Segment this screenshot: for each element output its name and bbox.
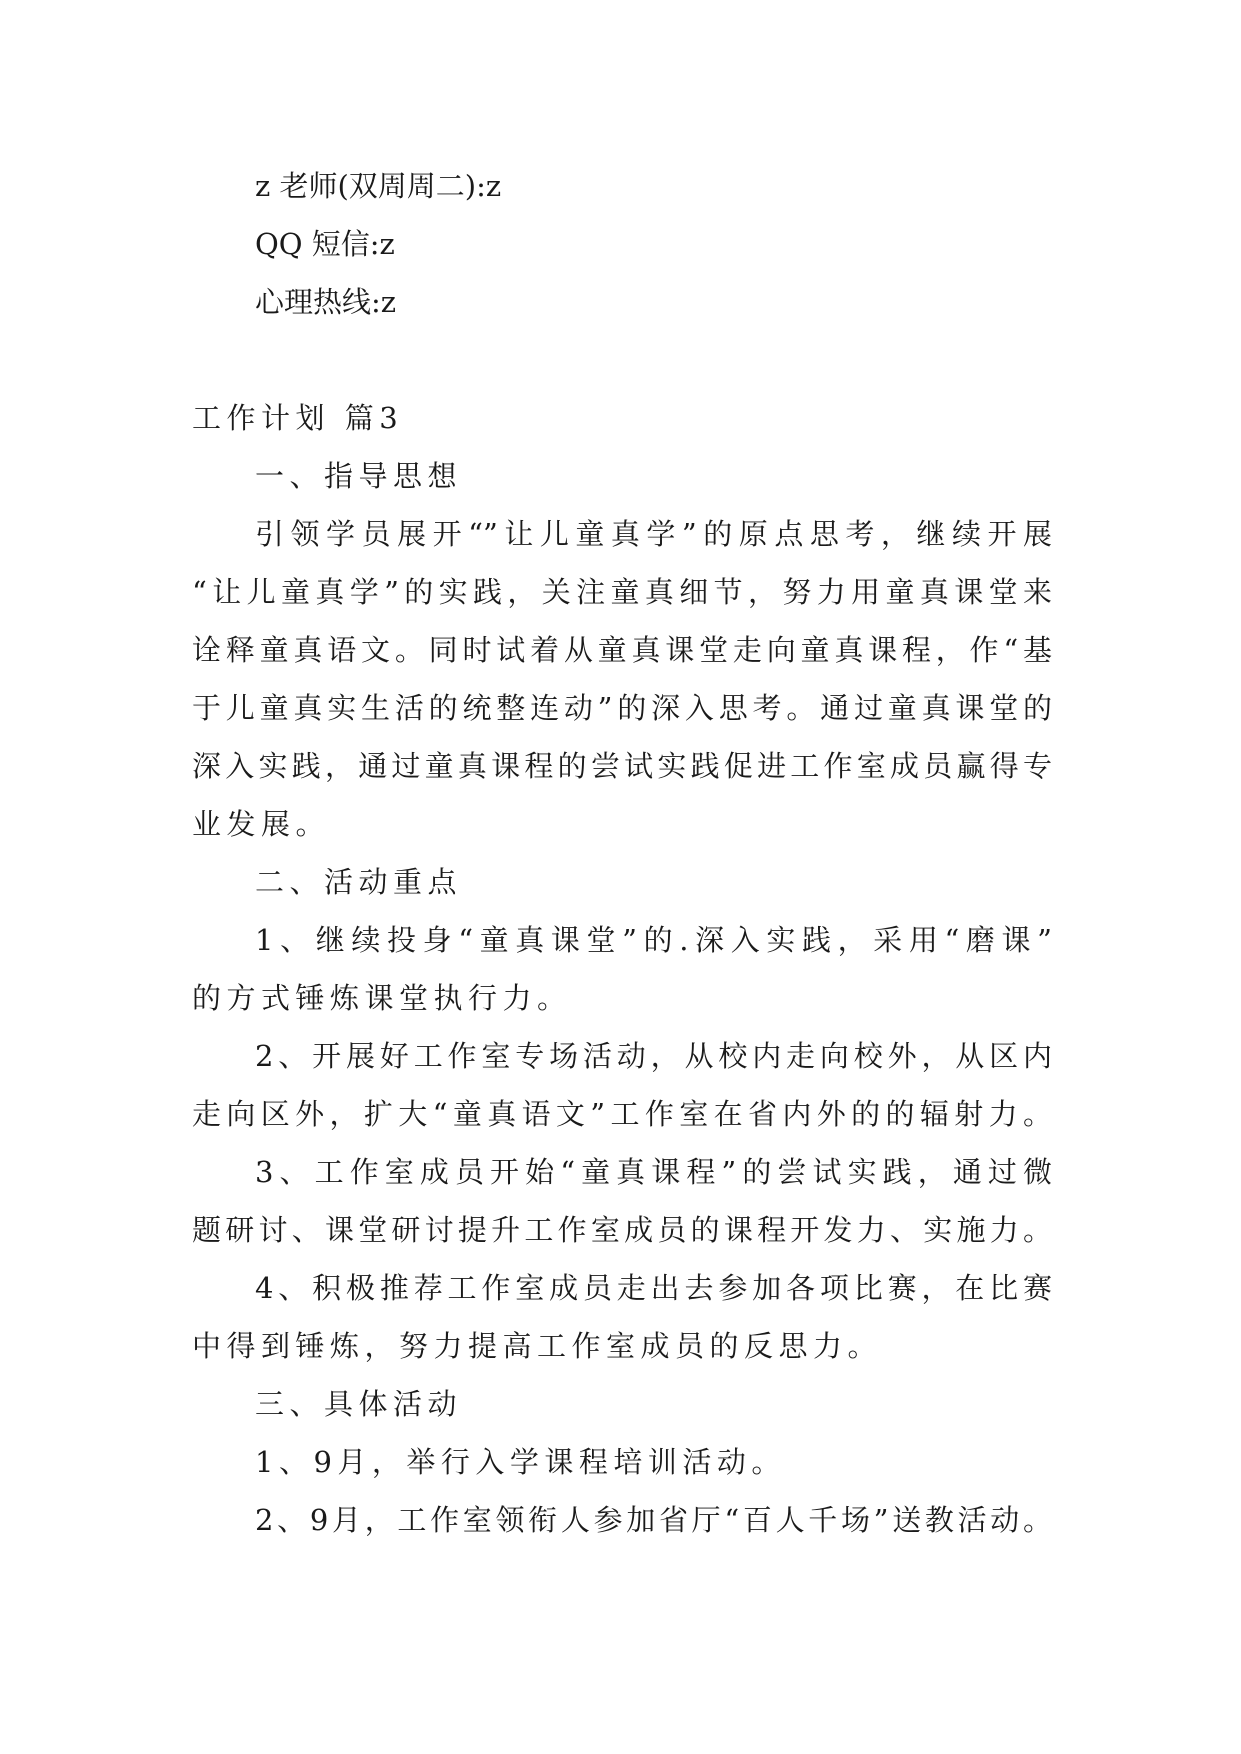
section-title: 工作计划 篇3 xyxy=(192,401,404,435)
contact-teacher: z 老师(双周周二):z xyxy=(255,169,502,203)
heading-activity-focus: 二、活动重点 xyxy=(255,865,463,899)
focus-item-line: 2、开展好工作室专场活动，从校内走向校外，从区内 xyxy=(255,1039,1052,1073)
paragraph-line: 深入实践，通过童真课程的尝试实践促进工作室成员赢得专 xyxy=(192,749,1052,783)
focus-item-line: 3、工作室成员开始“童真课程”的尝试实践，通过微 xyxy=(255,1155,1052,1189)
activity-item: 2、9月，工作室领衔人参加省厅“百人千场”送教活动。 xyxy=(255,1503,1052,1537)
heading-guiding-ideology: 一、指导思想 xyxy=(255,459,463,493)
focus-item-line: 走向区外，扩大“童真语文”工作室在省内外的的辐射力。 xyxy=(192,1097,1052,1131)
paragraph-line: 于儿童真实生活的统整连动”的深入思考。通过童真课堂的 xyxy=(192,691,1052,725)
focus-item-line: 4、积极推荐工作室成员走出去参加各项比赛，在比赛 xyxy=(255,1271,1052,1305)
contact-qq: QQ 短信:z xyxy=(255,227,395,261)
focus-item-line: 1、继续投身“童真课堂”的.深入实践，采用“磨课” xyxy=(255,923,1052,957)
paragraph-line: 诠释童真语文。同时试着从童真课堂走向童真课程，作“基 xyxy=(192,633,1052,667)
contact-hotline: 心理热线:z xyxy=(255,285,397,319)
focus-item-line: 的方式锤炼课堂执行力。 xyxy=(192,981,572,1015)
focus-item-line: 题研讨、课堂研讨提升工作室成员的课程开发力、实施力。 xyxy=(192,1213,1052,1247)
heading-specific-activities: 三、具体活动 xyxy=(255,1387,463,1421)
paragraph-line: 引领学员展开“”让儿童真学”的原点思考，继续开展 xyxy=(255,517,1052,551)
focus-item-line: 中得到锤炼，努力提高工作室成员的反思力。 xyxy=(192,1329,883,1363)
activity-item: 1、9月，举行入学课程培训活动。 xyxy=(255,1445,786,1479)
paragraph-line: 业发展。 xyxy=(192,807,331,841)
paragraph-line: “让儿童真学”的实践，关注童真细节，努力用童真课堂来 xyxy=(192,575,1052,609)
